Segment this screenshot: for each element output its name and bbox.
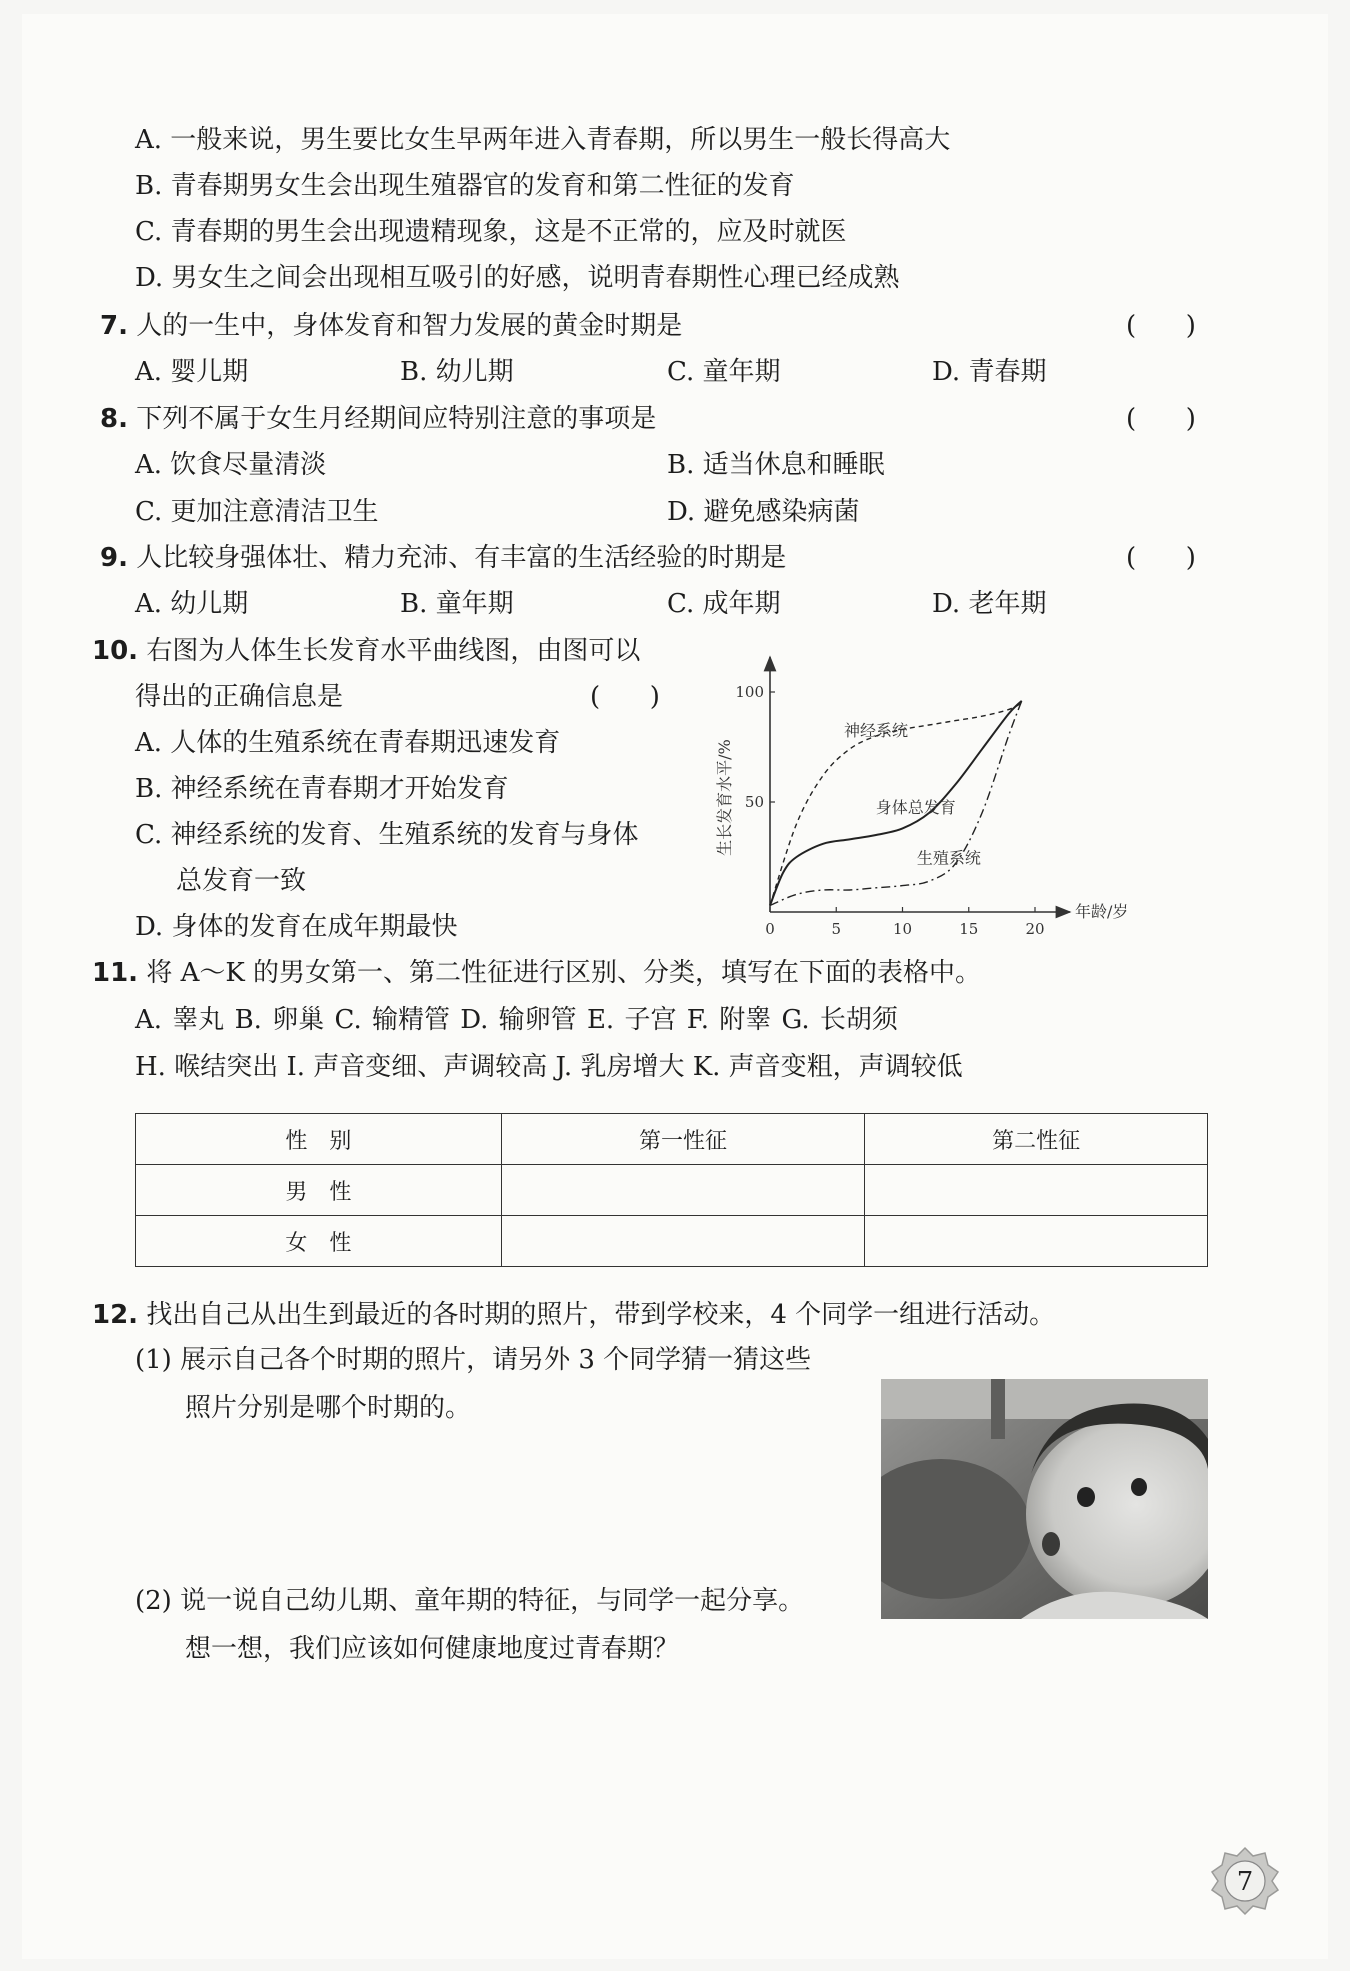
q10-text-line2: 得出的正确信息是	[135, 682, 344, 712]
q10-question-line1	[92, 633, 640, 669]
table-header-cell: 性 别	[136, 1114, 502, 1165]
q7-answer-paren[interactable]: ( )	[1126, 311, 1196, 341]
q6-option-c: C. 青春期的男生会出现遗精现象，这是不正常的，应及时就医	[135, 217, 847, 247]
q8-option-d: D. 避免感染病菌	[667, 497, 860, 527]
table-answer-cell[interactable]	[501, 1216, 865, 1267]
y-tick-label: 50	[744, 793, 764, 811]
table-row	[136, 1165, 1208, 1216]
q9-option-d: D. 老年期	[932, 589, 1047, 619]
q7-option-c: C. 童年期	[667, 357, 781, 387]
x-axis-label: 年龄/岁	[1075, 902, 1129, 921]
y-axis-label: 生长发育水平/%	[715, 739, 734, 856]
q9-question	[100, 540, 786, 576]
q12-sub1-line2: 照片分别是哪个时期的。	[185, 1393, 472, 1423]
growth-chart-svg	[700, 640, 1220, 940]
x-tick-label: 20	[1025, 920, 1045, 938]
series-label: 神经系统	[843, 721, 909, 740]
page-number: 7	[1236, 1867, 1254, 1897]
q9-option-b: B. 童年期	[400, 589, 514, 619]
table-row-label: 男 性	[136, 1165, 502, 1216]
q10-answer-paren[interactable]: ( )	[590, 682, 660, 712]
page-number-badge	[1210, 1846, 1280, 1916]
table-row	[136, 1216, 1208, 1267]
q11-question	[92, 955, 981, 991]
q12-text: 找出自己从出生到最近的各时期的照片，带到学校来，4 个同学一组进行活动。	[146, 1300, 1056, 1330]
q7-option-b: B. 幼儿期	[400, 357, 514, 387]
x-tick-label: 15	[959, 920, 979, 938]
table-answer-cell[interactable]	[501, 1165, 865, 1216]
q9-number: 9.	[100, 543, 128, 573]
q7-option-a: A. 婴儿期	[135, 357, 249, 387]
q9-option-c: C. 成年期	[667, 589, 781, 619]
q6-option-b: B. 青春期男女生会出现生殖器官的发育和第二性征的发育	[135, 171, 795, 201]
table-row-label: 女 性	[136, 1216, 502, 1267]
q8-answer-paren[interactable]: ( )	[1126, 404, 1196, 434]
q7-number: 7.	[100, 311, 128, 341]
q12-number: 12.	[92, 1300, 139, 1330]
q10-option-c: C. 神经系统的发育、生殖系统的发育与身体	[135, 820, 639, 850]
q12-sub1-line1: (1) 展示自己各个时期的照片，请另外 3 个同学猜一猜这些	[135, 1345, 812, 1375]
table-header-row	[136, 1114, 1208, 1165]
q10-text-line1: 右图为人体生长发育水平曲线图，由图可以	[146, 636, 641, 666]
q8-option-a: A. 饮食尽量清淡	[135, 450, 327, 480]
x-tick-label: 10	[892, 920, 913, 938]
table-answer-cell[interactable]	[865, 1165, 1208, 1216]
q11-items-line1: A. 睾丸 B. 卵巢 C. 输精管 D. 输卵管 E. 子宫 F. 附睾 G. 长胡须	[135, 1005, 898, 1035]
q12-sub2-line2: 想一想，我们应该如何健康地度过青春期？	[185, 1634, 680, 1664]
q6-option-d: D. 男女生之间会出现相互吸引的好感，说明青春期性心理已经成熟	[135, 263, 900, 293]
q11-number: 11.	[92, 958, 139, 988]
q7-option-d: D. 青春期	[932, 357, 1047, 387]
x-tick-label: 0	[765, 920, 775, 938]
q9-answer-paren[interactable]: ( )	[1126, 543, 1196, 573]
q8-number: 8.	[100, 404, 128, 434]
q10-option-b: B. 神经系统在青春期才开始发育	[135, 774, 509, 804]
q11-text: 将 A～K 的男女第一、第二性征进行区别、分类，填写在下面的表格中。	[146, 958, 982, 988]
q10-number: 10.	[92, 636, 139, 666]
q8-text: 下列不属于女生月经期间应特别注意的事项是	[136, 404, 657, 434]
q12-sub2-line1: (2) 说一说自己幼儿期、童年期的特征，与同学一起分享。	[135, 1586, 805, 1616]
q8-option-c: C. 更加注意清洁卫生	[135, 497, 379, 527]
growth-chart	[700, 640, 1220, 940]
q10-option-a: A. 人体的生殖系统在青春期迅速发育	[135, 728, 561, 758]
classification-table	[135, 1113, 1208, 1267]
q10-option-c-cont: 总发育一致	[176, 866, 307, 896]
table-header-cell: 第一性征	[501, 1114, 865, 1165]
series-label: 生殖系统	[916, 848, 981, 868]
series-label: 身体总发育	[875, 798, 956, 817]
q8-option-b: B. 适当休息和睡眠	[667, 450, 885, 480]
table-answer-cell[interactable]	[865, 1216, 1208, 1267]
table-header-cell: 第二性征	[865, 1114, 1208, 1165]
q7-question	[100, 308, 682, 344]
q9-option-a: A. 幼儿期	[135, 589, 249, 619]
baby-photo	[881, 1379, 1208, 1619]
q7-text: 人的一生中，身体发育和智力发展的黄金时期是	[136, 311, 683, 341]
q6-option-a: A. 一般来说，男生要比女生早两年进入青春期，所以男生一般长得高大	[135, 125, 951, 155]
q11-items-line2: H. 喉结突出 I. 声音变细、声调较高 J. 乳房增大 K. 声音变粗，声调较低	[135, 1052, 963, 1082]
q9-text: 人比较身强体壮、精力充沛、有丰富的生活经验的时期是	[136, 543, 787, 573]
q10-option-d: D. 身体的发育在成年期最快	[135, 912, 458, 942]
q8-question	[100, 401, 656, 437]
x-tick-label: 5	[831, 920, 842, 938]
y-tick-label: 100	[735, 683, 764, 701]
q12-question	[92, 1297, 1055, 1333]
